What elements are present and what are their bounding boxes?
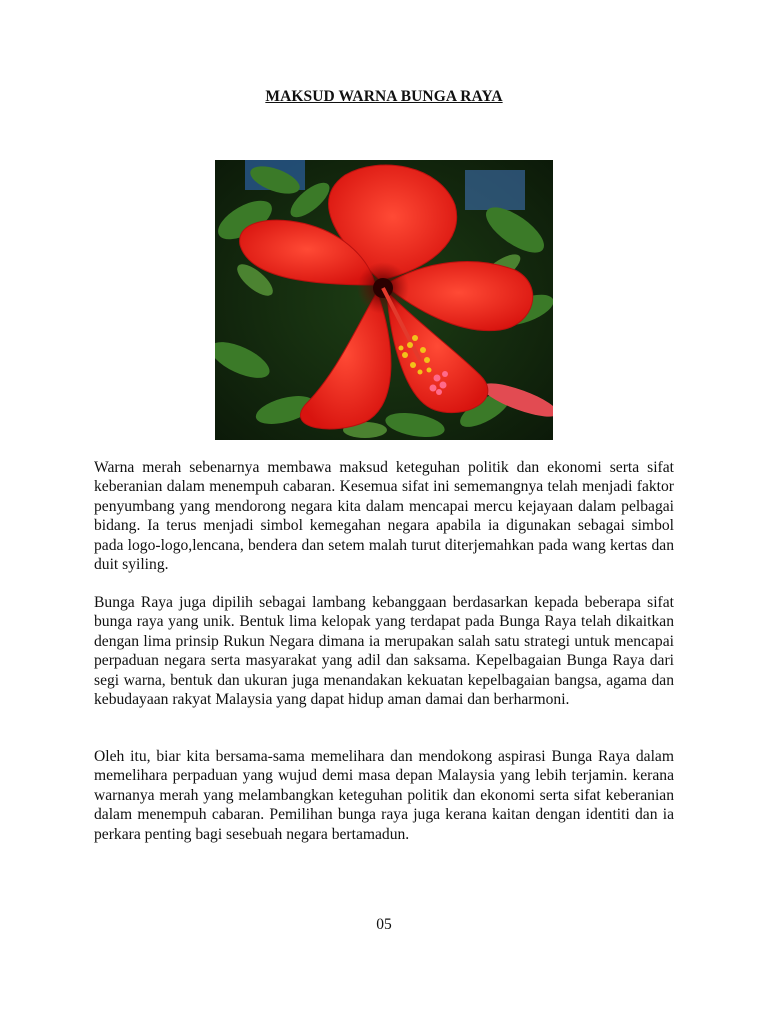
hibiscus-photo	[215, 160, 553, 440]
paragraph-1: Warna merah sebenarnya membawa maksud keteguhan politik dan ekonomi serta sifat keberanian dalam menempuh cabaran. Kesemua sifat ini sememangnya telah menjadi faktor penyumbang yang mendorong negara kita dalam mencapai mercu kejayaan dalam pelbagai bidang. Ia terus menjadi simbol kemegahan negara apabila ia digunakan sebagai simbol pada logo-logo,lencana, bendera dan setem malah turut diterjemahkan pada wang kertas dan duit syiling.	[94, 459, 674, 574]
page-title: MAKSUD WARNA BUNGA RAYA	[265, 88, 503, 105]
page-number: 05	[376, 916, 392, 933]
paragraph-2: Bunga Raya juga dipilih sebagai lambang kebanggaan berdasarkan kepada beberapa sifat bunga raya yang unik. Bentuk lima kelopak yang terdapat pada Bunga Raya telah dikaitkan dengan lima prinsip Rukun Negara dimana ia merupakan salah satu strategi untuk mencapai perpaduan negara serta masyarakat yang adil dan saksama. Kepelbagaian Bunga Raya dari segi warna, bentuk dan ukuran juga menandakan kekuatan kepelbagaian bangsa, agama dan kebudayaan rakyat Malaysia yang dapat hidup aman damai dan berharmoni.	[94, 594, 674, 709]
paragraph-3: Oleh itu, biar kita bersama-sama memelihara dan mendokong aspirasi Bunga Raya dalam memelihara perpaduan yang wujud demi masa depan Malaysia yang lebih terjamin. kerana warnanya merah yang melambangkan keteguhan politik dan ekonomi serta sifat keberanian dalam menempuh cabaran. Pemilihan bunga raya juga kerana kaitan dengan identiti dan ia perkara penting bagi sesebuah negara bertamadun.	[94, 748, 674, 843]
